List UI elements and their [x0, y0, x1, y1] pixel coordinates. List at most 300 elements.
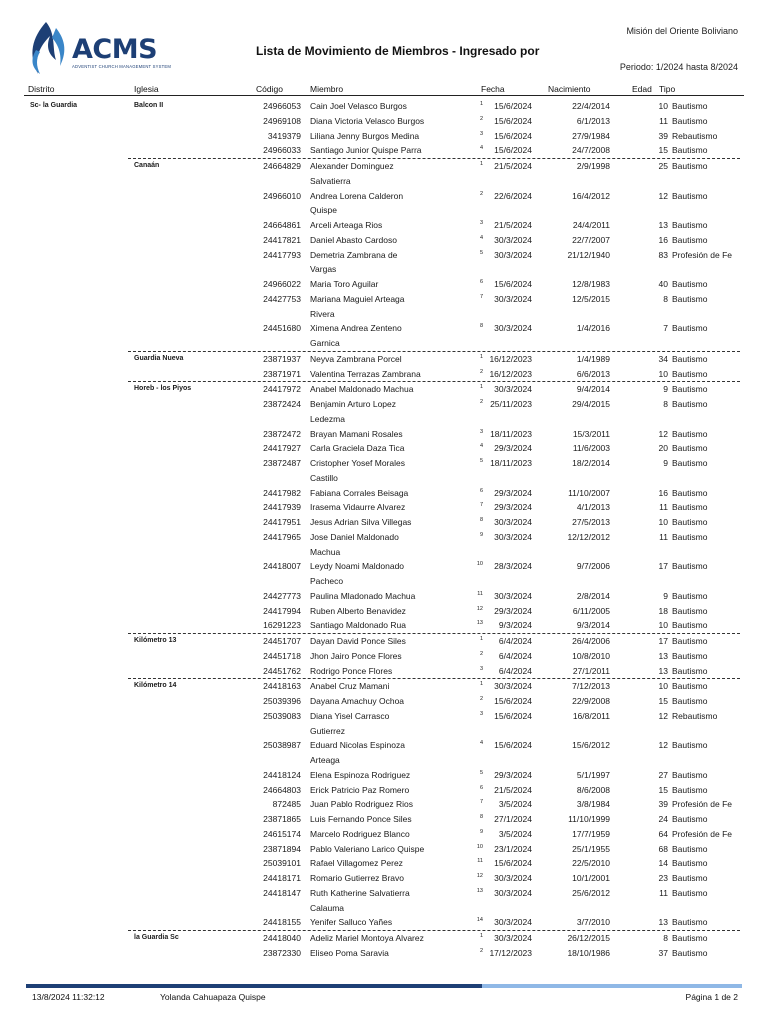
row-number: 6: [479, 487, 483, 494]
type-cell: Bautismo: [672, 115, 708, 126]
age-cell: 12: [658, 428, 668, 439]
member-name: Cain Joel Velasco Burgos: [310, 101, 407, 111]
member-code: 23871865: [263, 814, 301, 824]
date-cell: 6/4/2024: [498, 636, 532, 646]
col-header-nacimiento: Nacimiento: [548, 84, 591, 94]
date-cell: 29/3/2024: [494, 443, 532, 454]
col-header-codigo: Código: [256, 84, 283, 94]
birthdate-cell: 11/10/2007: [568, 487, 610, 498]
member-code: 24966022: [263, 279, 301, 289]
row-number: 13: [476, 620, 483, 627]
age-cell: 40: [658, 279, 668, 289]
date-cell: 25/11/2023: [490, 399, 532, 409]
member-name: Eliseo Poma Saravia: [310, 947, 389, 958]
age-cell: 10: [658, 517, 668, 527]
type-cell: Bautismo: [672, 368, 708, 379]
birthdate-cell: 4/1/2013: [576, 502, 610, 513]
type-cell: Bautismo: [672, 620, 708, 631]
member-code: 24417821: [263, 234, 301, 245]
col-header-tipo: Tipo: [659, 84, 676, 94]
table-row: [0, 709, 768, 724]
age-cell: 37: [658, 947, 668, 958]
member-name: Valentina Terrazas Zambrana: [310, 368, 421, 379]
row-number: 12: [476, 605, 483, 612]
table-row: [0, 233, 768, 248]
type-cell: Bautismo: [672, 814, 708, 824]
member-name: Castillo: [310, 472, 338, 483]
type-cell: Bautismo: [672, 605, 708, 616]
date-cell: 15/6/2024: [494, 130, 532, 141]
birthdate-cell: 15/3/2011: [572, 428, 610, 439]
type-cell: Bautismo: [672, 517, 708, 527]
member-table: [0, 99, 768, 961]
row-number: 14: [476, 917, 483, 924]
table-row: [0, 262, 768, 277]
birthdate-cell: 8/6/2008: [576, 784, 610, 795]
age-cell: 18: [658, 605, 668, 616]
row-number: 7: [479, 293, 483, 300]
logo-subtitle: ADVENTIST CHURCH MANAGEMENT SYSTEM: [72, 64, 172, 69]
table-row: [0, 321, 768, 336]
type-cell: Bautismo: [672, 917, 708, 928]
date-cell: 23/1/2024: [494, 843, 532, 854]
footer-user: Yolanda Cahuapaza Quispe: [160, 992, 266, 1002]
type-cell: Bautismo: [672, 101, 708, 111]
birthdate-cell: 27/1/2011: [572, 665, 610, 676]
member-code: 24664803: [263, 784, 301, 795]
type-cell: Bautismo: [672, 145, 708, 156]
type-cell: Bautismo: [672, 873, 708, 883]
age-cell: 7: [663, 323, 668, 334]
row-number: 13: [476, 887, 483, 894]
date-cell: 29/3/2024: [494, 605, 532, 616]
member-code: 25038987: [263, 740, 301, 751]
table-row: [0, 871, 768, 886]
member-code: 3419379: [267, 130, 301, 141]
date-cell: 21/5/2024: [494, 161, 532, 171]
table-row: [0, 886, 768, 901]
member-name: Marcelo Rodriguez Blanco: [310, 828, 410, 839]
age-cell: 10: [658, 620, 668, 631]
type-cell: Bautismo: [672, 590, 708, 601]
member-name: Andrea Lorena Calderon: [310, 190, 404, 201]
type-cell: Profesión de Fe: [672, 828, 733, 839]
birthdate-cell: 25/6/2012: [572, 887, 610, 898]
row-number: 5: [479, 249, 483, 256]
age-cell: 12: [658, 740, 668, 751]
age-cell: 64: [658, 828, 668, 839]
type-cell: Bautismo: [672, 443, 708, 454]
member-name: Irasema Vidaurre Alvarez: [310, 502, 406, 513]
birthdate-cell: 16/4/2012: [572, 190, 610, 201]
type-cell: Bautismo: [672, 650, 708, 661]
table-row: [0, 277, 768, 292]
row-number: 1: [479, 933, 483, 939]
table-row: [0, 842, 768, 857]
footer-bar: [26, 984, 742, 988]
table-row: [0, 500, 768, 515]
member-code: 25039396: [263, 696, 301, 706]
table-row: [0, 724, 768, 739]
table-row: [0, 99, 768, 114]
row-number: 2: [479, 696, 483, 702]
date-cell: 30/3/2024: [494, 249, 532, 260]
type-cell: Bautismo: [672, 161, 708, 171]
date-cell: 30/3/2024: [494, 517, 532, 527]
member-name: Carla Graciela Daza Tica: [310, 443, 405, 454]
member-name: Luis Fernando Ponce Siles: [310, 814, 412, 824]
row-number: 2: [479, 190, 483, 197]
date-cell: 30/3/2024: [494, 384, 532, 395]
date-cell: 30/3/2024: [494, 590, 532, 601]
church-cell: Guardia Nueva: [134, 354, 184, 362]
member-name: Gutierrez: [310, 725, 345, 736]
table-row: [0, 189, 768, 204]
member-name: Anabel Maldonado Machua: [310, 384, 414, 395]
type-cell: Bautismo: [672, 843, 708, 854]
birthdate-cell: 9/4/2014: [576, 384, 610, 395]
table-row: [0, 352, 768, 367]
type-cell: Bautismo: [672, 428, 708, 439]
table-row: [0, 143, 768, 158]
table-row: [0, 515, 768, 530]
age-cell: 13: [658, 220, 668, 230]
row-number: 2: [479, 115, 483, 122]
row-number: 8: [479, 323, 483, 330]
birthdate-cell: 16/8/2011: [572, 710, 610, 721]
table-row: [0, 589, 768, 604]
church-cell: Horeb - los Piyos: [134, 385, 192, 393]
table-row: [0, 441, 768, 456]
church-cell: Balcon II: [134, 102, 164, 109]
age-cell: 15: [658, 784, 668, 795]
birthdate-cell: 3/7/2010: [576, 917, 610, 928]
footer-datetime: 13/8/2024 11:32:12: [32, 992, 105, 1002]
birthdate-cell: 26/4/2006: [572, 636, 610, 646]
col-header-iglesia: Iglesia: [134, 84, 159, 94]
row-number: 8: [479, 814, 483, 820]
date-cell: 17/12/2023: [489, 947, 532, 958]
age-cell: 12: [658, 190, 668, 201]
date-cell: 15/6/2024: [494, 858, 532, 869]
table-row: [0, 797, 768, 812]
member-name: Neyva Zambrana Porcel: [310, 353, 402, 364]
table-row: [0, 574, 768, 589]
member-code: 24418124: [263, 769, 301, 780]
member-code: 24418007: [263, 561, 301, 572]
member-code: 25039083: [263, 710, 301, 721]
member-code: 23871894: [263, 843, 301, 854]
table-row: [0, 114, 768, 129]
member-name: Arteaga: [310, 755, 340, 765]
age-cell: 11: [659, 502, 668, 513]
type-cell: Bautismo: [672, 487, 708, 498]
age-cell: 17: [658, 636, 668, 646]
age-cell: 10: [658, 101, 668, 111]
row-number: 4: [479, 443, 483, 450]
member-code: 24418040: [263, 933, 301, 943]
age-cell: 11: [659, 887, 668, 898]
member-code: 24418163: [263, 681, 301, 692]
row-number: 4: [479, 145, 483, 152]
member-code: 23872487: [263, 458, 301, 468]
member-name: Jesus Adrian Silva Villegas: [310, 517, 412, 527]
member-name: Liliana Jenny Burgos Medina: [310, 130, 420, 141]
birthdate-cell: 22/9/2008: [572, 696, 610, 706]
member-name: Erick Patricio Paz Romero: [310, 784, 410, 795]
birthdate-cell: 12/8/1983: [572, 279, 610, 289]
table-row: [0, 397, 768, 412]
date-cell: 15/6/2024: [494, 740, 532, 751]
type-cell: Bautismo: [672, 681, 708, 692]
member-code: 24966033: [263, 145, 301, 156]
table-row: [0, 827, 768, 842]
date-cell: 3/5/2024: [498, 828, 532, 839]
date-cell: 15/6/2024: [494, 279, 532, 289]
member-name: Fabiana Corrales Beisaga: [310, 487, 409, 498]
date-cell: 30/3/2024: [494, 873, 532, 883]
type-cell: Bautismo: [672, 740, 708, 751]
type-cell: Bautismo: [672, 665, 708, 676]
date-cell: 16/12/2023: [489, 368, 532, 379]
member-name: Rodrigo Ponce Flores: [310, 665, 393, 676]
date-cell: 30/3/2024: [494, 293, 532, 304]
member-name: Diana Victoria Velasco Burgos: [310, 115, 425, 126]
date-cell: 18/11/2023: [490, 458, 532, 468]
member-name: Juan Pablo Rodriguez Rios: [310, 799, 414, 810]
type-cell: Bautismo: [672, 887, 708, 898]
member-name: Dayana Amachuy Ochoa: [310, 696, 405, 706]
row-number: 5: [479, 769, 483, 776]
birthdate-cell: 3/8/1984: [576, 799, 610, 810]
date-cell: 30/3/2024: [494, 887, 532, 898]
table-row: [0, 664, 768, 679]
age-cell: 13: [658, 917, 668, 928]
member-name: Ruben Alberto Benavidez: [310, 605, 406, 616]
birthdate-cell: 9/3/2014: [576, 620, 610, 631]
table-row: [0, 856, 768, 871]
birthdate-cell: 26/12/2015: [567, 933, 610, 943]
date-cell: 15/6/2024: [494, 145, 532, 156]
member-name: Anabel Cruz Mamani: [310, 681, 390, 692]
date-cell: 21/5/2024: [494, 220, 532, 230]
row-number: 3: [479, 220, 483, 226]
date-cell: 30/3/2024: [494, 323, 532, 334]
age-cell: 39: [658, 799, 668, 810]
date-cell: 28/3/2024: [494, 561, 532, 572]
birthdate-cell: 21/12/1940: [567, 249, 610, 260]
row-number: 1: [479, 161, 483, 167]
member-code: 16291223: [263, 620, 301, 631]
birthdate-cell: 22/5/2010: [572, 858, 610, 869]
table-row: [0, 307, 768, 322]
type-cell: Bautismo: [672, 531, 708, 542]
date-cell: 9/3/2024: [498, 620, 532, 631]
row-number: 6: [479, 279, 483, 285]
member-code: 24417994: [263, 605, 301, 616]
row-number: 6: [479, 784, 483, 791]
member-name: Paulina Mladonado Machua: [310, 590, 416, 601]
member-name: Mariana Maguiel Arteaga: [310, 293, 405, 304]
member-name: Ximena Andrea Zenteno: [310, 323, 402, 334]
row-number: 7: [479, 799, 483, 806]
table-row: [0, 471, 768, 486]
date-cell: 30/3/2024: [494, 531, 532, 542]
table-row: [0, 174, 768, 189]
member-code: 23872472: [263, 428, 301, 439]
table-row: [0, 768, 768, 783]
table-row: [0, 530, 768, 545]
birthdate-cell: 18/10/1986: [567, 947, 610, 958]
member-name: Santiago Maldonado Rua: [310, 620, 406, 631]
table-row: [0, 367, 768, 382]
date-cell: 27/1/2024: [494, 814, 532, 824]
type-cell: Bautismo: [672, 293, 708, 304]
age-cell: 9: [663, 384, 668, 395]
member-name: Cristopher Yosef Morales: [310, 458, 405, 468]
birthdate-cell: 12/5/2015: [572, 293, 610, 304]
date-cell: 30/3/2024: [494, 933, 532, 943]
member-code: 24417939: [263, 502, 301, 513]
age-cell: 25: [658, 161, 668, 171]
birthdate-cell: 12/12/2012: [567, 531, 610, 542]
row-number: 4: [479, 740, 483, 747]
row-number: 10: [476, 561, 483, 568]
table-row: [0, 382, 768, 397]
member-name: Pablo Valeriano Larico Quispe: [310, 843, 425, 854]
table-row: [0, 129, 768, 144]
type-cell: Profesión de Fe: [672, 799, 733, 810]
birthdate-cell: 5/1/1997: [576, 769, 610, 780]
birthdate-cell: 29/4/2015: [572, 399, 610, 409]
date-cell: 29/3/2024: [494, 769, 532, 780]
type-cell: Bautismo: [672, 636, 708, 646]
member-code: 24427773: [263, 590, 301, 601]
birthdate-cell: 18/2/2014: [572, 458, 610, 468]
birthdate-cell: 2/9/1998: [576, 161, 610, 171]
type-cell: Bautismo: [672, 458, 708, 468]
table-row: [0, 649, 768, 664]
member-name: Rafael Villagomez Perez: [310, 858, 403, 869]
date-cell: 15/6/2024: [494, 115, 532, 126]
col-header-distrito: Distrito: [28, 84, 55, 94]
member-code: 24451707: [263, 636, 301, 646]
member-code: 23871971: [263, 368, 301, 379]
age-cell: 16: [658, 487, 668, 498]
acms-logo: [26, 20, 176, 76]
table-row: [0, 753, 768, 768]
member-code: 23871937: [263, 353, 301, 364]
table-row: [0, 486, 768, 501]
age-cell: 15: [658, 696, 668, 706]
birthdate-cell: 10/1/2001: [572, 873, 610, 883]
type-cell: Rebautismo: [672, 710, 718, 721]
member-code: 24418171: [263, 873, 301, 883]
row-number: 1: [479, 384, 483, 391]
row-number: 11: [477, 858, 483, 865]
member-code: 24451762: [263, 665, 301, 676]
type-cell: Profesión de Fe: [672, 249, 733, 260]
date-cell: 22/6/2024: [494, 190, 532, 201]
member-code: 24969108: [263, 115, 301, 126]
age-cell: 14: [658, 858, 668, 869]
table-row: [0, 604, 768, 619]
church-cell: Kilómetro 13: [134, 637, 177, 644]
member-code: 24615174: [263, 828, 301, 839]
table-row: [0, 545, 768, 560]
date-cell: 3/5/2024: [498, 799, 532, 810]
age-cell: 34: [658, 353, 668, 364]
birthdate-cell: 11/10/1999: [568, 814, 610, 824]
table-row: [0, 931, 768, 946]
date-cell: 30/3/2024: [494, 917, 532, 928]
member-name: Calauma: [310, 902, 345, 913]
member-name: Machua: [310, 546, 341, 557]
age-cell: 16: [658, 234, 668, 245]
organization-name: Misión del Oriente Boliviano: [626, 26, 738, 36]
table-row: [0, 915, 768, 930]
table-row: [0, 679, 768, 694]
footer-page: Página 1 de 2: [685, 992, 738, 1002]
church-cell: Canaán: [134, 162, 160, 169]
type-cell: Bautismo: [672, 769, 708, 780]
header-divider: [24, 95, 744, 96]
member-name: Leydy Noami Maldonado: [310, 561, 405, 572]
row-number: 9: [479, 531, 483, 538]
type-cell: Bautismo: [672, 696, 708, 706]
row-number: 3: [479, 428, 483, 435]
age-cell: 15: [658, 145, 668, 156]
date-cell: 15/6/2024: [494, 101, 532, 111]
member-code: 24664861: [263, 220, 301, 230]
birthdate-cell: 7/12/2013: [572, 681, 610, 692]
table-row: [0, 812, 768, 827]
member-code: 24451680: [263, 323, 301, 334]
age-cell: 8: [663, 293, 668, 304]
member-code: 872485: [272, 799, 301, 810]
row-number: 4: [479, 234, 483, 241]
birthdate-cell: 27/5/2013: [572, 517, 610, 527]
birthdate-cell: 17/7/1959: [572, 828, 610, 839]
table-row: [0, 218, 768, 233]
table-row: [0, 634, 768, 649]
age-cell: 8: [663, 933, 668, 943]
date-cell: 15/6/2024: [494, 710, 532, 721]
row-number: 12: [476, 873, 483, 879]
member-code: 23872330: [263, 947, 301, 958]
table-row: [0, 618, 768, 633]
age-cell: 24: [658, 814, 668, 824]
member-name: Romario Gutierrez Bravo: [310, 873, 405, 883]
member-name: Maria Toro Aguilar: [310, 279, 379, 289]
table-row: [0, 292, 768, 307]
member-name: Salvatierra: [310, 175, 351, 186]
type-cell: Bautismo: [672, 399, 708, 409]
date-cell: 6/4/2024: [498, 650, 532, 661]
member-code: 24966010: [263, 190, 301, 201]
row-number: 11: [477, 590, 483, 597]
table-row: [0, 203, 768, 218]
table-row: [0, 427, 768, 442]
birthdate-cell: 22/7/2007: [572, 234, 610, 245]
member-name: Adeliz Mariel Montoya Alvarez: [310, 933, 424, 943]
birthdate-cell: 6/11/2005: [572, 605, 610, 616]
member-name: Eduard Nicolas Espinoza: [310, 740, 405, 751]
member-name: Brayan Mamani Rosales: [310, 428, 403, 439]
member-name: Ruth Katherine Salvatierra: [310, 887, 410, 898]
birthdate-cell: 15/6/2012: [572, 740, 610, 751]
date-cell: 29/3/2024: [494, 487, 532, 498]
